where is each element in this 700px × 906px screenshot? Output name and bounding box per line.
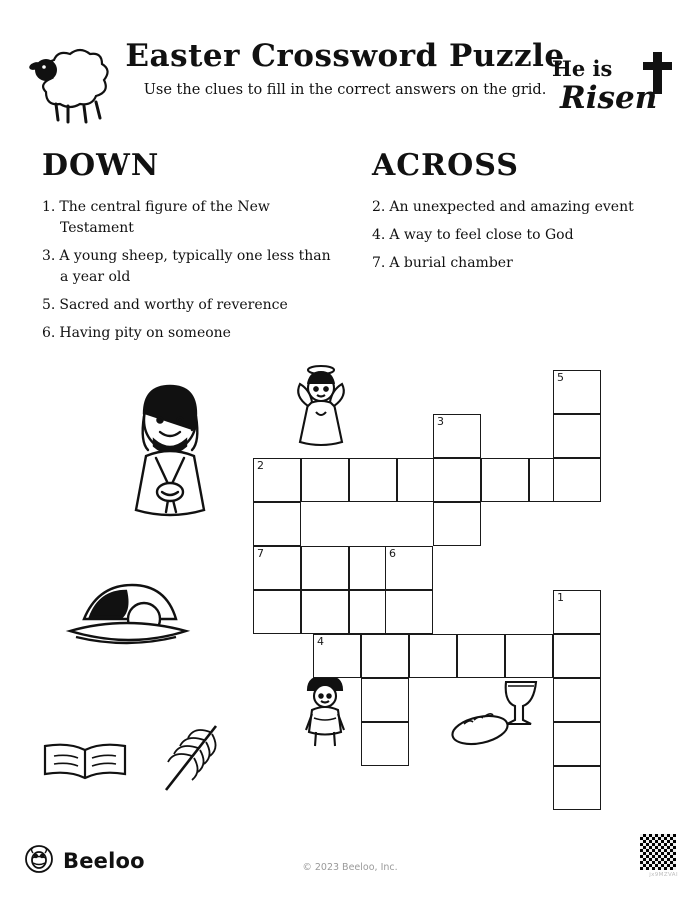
crossword-cell[interactable] bbox=[553, 458, 601, 502]
puzzle-area bbox=[0, 360, 700, 810]
cell-number: 7 bbox=[257, 547, 264, 560]
crossword-cell[interactable] bbox=[553, 414, 601, 458]
clue-text: Having pity on someone bbox=[59, 325, 231, 341]
crossword-cell[interactable] bbox=[553, 678, 601, 722]
crossword-cell[interactable] bbox=[457, 634, 505, 678]
crossword-cell[interactable] bbox=[301, 458, 349, 502]
crossword-cell[interactable] bbox=[313, 634, 361, 678]
crossword-cell[interactable] bbox=[253, 590, 301, 634]
crossword-cell[interactable] bbox=[553, 722, 601, 766]
list-item bbox=[42, 323, 342, 344]
he-is-text: He is bbox=[552, 56, 613, 81]
clue-text: The central figure of the New Testament bbox=[59, 199, 270, 236]
crossword-cell[interactable] bbox=[361, 678, 409, 722]
crossword-cell[interactable] bbox=[349, 458, 397, 502]
sheep-icon bbox=[22, 48, 122, 128]
clue-text: An unexpected and amazing event bbox=[389, 199, 634, 215]
crossword-cell[interactable] bbox=[433, 414, 481, 458]
cell-number: 3 bbox=[437, 415, 444, 428]
down-clue-list bbox=[42, 197, 342, 344]
brand-name: Beeloo bbox=[63, 849, 145, 873]
crossword-cell[interactable] bbox=[553, 370, 601, 414]
bread-wine-illustration bbox=[450, 676, 542, 754]
list-item bbox=[42, 197, 342, 239]
clue-number: 3. bbox=[42, 248, 56, 264]
crossword-cell[interactable] bbox=[253, 546, 301, 590]
crossword-cell[interactable] bbox=[385, 590, 433, 634]
clue-text: A burial chamber bbox=[389, 255, 513, 271]
qr-label: jx9MZVAI bbox=[649, 872, 678, 878]
jesus-illustration bbox=[110, 380, 230, 534]
across-heading: ACROSS bbox=[372, 148, 519, 183]
crossword-cell[interactable] bbox=[253, 502, 301, 546]
qr-code-icon bbox=[640, 834, 676, 870]
page-title: Easter Crossword Puzzle bbox=[125, 38, 565, 74]
clue-number: 7. bbox=[372, 255, 386, 271]
clue-number: 6. bbox=[42, 325, 56, 341]
down-clues-column bbox=[42, 148, 342, 351]
clue-number: 1. bbox=[42, 199, 56, 215]
angel-illustration bbox=[286, 362, 356, 452]
tomb-illustration bbox=[60, 575, 195, 659]
cell-number: 5 bbox=[557, 371, 564, 384]
list-item bbox=[372, 197, 672, 218]
clue-number: 2. bbox=[372, 199, 386, 215]
clue-number: 5. bbox=[42, 297, 56, 313]
crossword-cell[interactable] bbox=[301, 590, 349, 634]
clue-text: Sacred and worthy of reverence bbox=[59, 297, 288, 313]
cell-number: 1 bbox=[557, 591, 564, 604]
crossword-cell[interactable] bbox=[385, 546, 433, 590]
list-item bbox=[42, 246, 342, 288]
crossword-cell[interactable] bbox=[433, 458, 481, 502]
cell-number: 4 bbox=[317, 635, 324, 648]
crossword-cell[interactable] bbox=[553, 634, 601, 678]
crossword-cell[interactable] bbox=[409, 634, 457, 678]
clue-text: A way to feel close to God bbox=[389, 227, 574, 243]
title-block bbox=[120, 38, 570, 98]
list-item bbox=[372, 253, 672, 274]
crossword-cell[interactable] bbox=[253, 458, 301, 502]
clue-number: 4. bbox=[372, 227, 386, 243]
cell-number: 6 bbox=[389, 547, 396, 560]
page-header bbox=[0, 30, 700, 140]
crossword-cell[interactable] bbox=[553, 766, 601, 810]
he-is-risen-badge bbox=[552, 50, 682, 136]
crossword-cell[interactable] bbox=[553, 590, 601, 634]
palm-leaf-illustration bbox=[150, 718, 230, 802]
crossword-cell[interactable] bbox=[301, 546, 349, 590]
clue-text: A young sheep, typically one less than a year old bbox=[59, 248, 331, 285]
copyright-text: © 2023 Beeloo, Inc. bbox=[302, 862, 398, 873]
crossword-cell[interactable] bbox=[361, 722, 409, 766]
soldier-illustration bbox=[294, 670, 356, 754]
across-clue-list bbox=[372, 197, 672, 274]
crossword-cell[interactable] bbox=[505, 634, 553, 678]
list-item bbox=[42, 295, 342, 316]
bible-illustration bbox=[40, 738, 130, 788]
cell-number: 2 bbox=[257, 459, 264, 472]
list-item bbox=[372, 225, 672, 246]
risen-text: Risen bbox=[560, 80, 658, 116]
crossword-cell[interactable] bbox=[361, 634, 409, 678]
across-clues-column bbox=[372, 148, 672, 281]
page-footer bbox=[0, 826, 700, 906]
down-heading: DOWN bbox=[42, 148, 160, 183]
page-subtitle: Use the clues to fill in the correct answers on the grid. bbox=[143, 82, 547, 98]
crossword-cell[interactable] bbox=[433, 502, 481, 546]
crossword-cell[interactable] bbox=[481, 458, 529, 502]
